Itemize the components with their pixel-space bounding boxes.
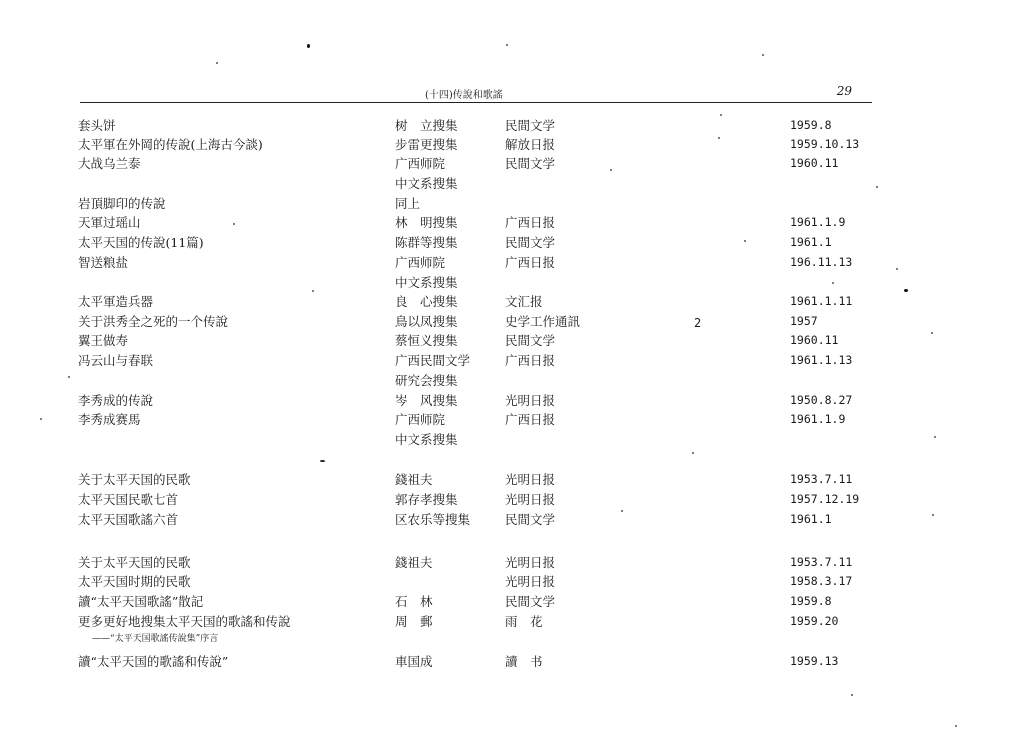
entry-source: 民間文学 [505, 156, 556, 171]
entry-author: 岑 风搜集 [395, 393, 458, 408]
entry-author: 中文系搜集 [395, 432, 458, 447]
entry-author: 郭存孝搜集 [395, 492, 458, 507]
entry-source: 光明日报 [505, 574, 556, 589]
entry-author: 广西师院 [395, 412, 446, 427]
scan-speck [851, 694, 853, 696]
scan-speck [720, 114, 722, 116]
entry-source: 民間文学 [505, 333, 556, 348]
entry-row [0, 490, 1024, 509]
entry-date: 1957 [790, 314, 818, 328]
scan-speck [610, 169, 612, 171]
entry-author: 陈群等搜集 [395, 235, 458, 250]
entry-author: 良 心搜集 [395, 294, 458, 309]
entry-source: 光明日报 [505, 393, 556, 408]
entry-row [0, 592, 1024, 611]
entry-date: 1958.3.17 [790, 574, 853, 588]
header-rule [80, 102, 872, 103]
entry-date: 1950.8.27 [790, 393, 853, 407]
scan-speck [762, 54, 764, 56]
entry-row [0, 430, 1024, 449]
scan-speck [896, 268, 898, 270]
entry-title: 太平天国民歌七首 [78, 492, 179, 507]
entry-author: 广西民間文学 [395, 353, 471, 368]
entry-row [0, 470, 1024, 489]
entry-author: 树 立搜集 [395, 118, 458, 133]
entry-source: 雨 花 [505, 614, 543, 629]
entry-author: 同上 [395, 196, 421, 211]
entry-row [0, 652, 1024, 671]
entry-row [0, 253, 1024, 272]
entry-title: 太平天国的传說(11篇) [78, 235, 204, 250]
entry-source: 解放日报 [505, 137, 556, 152]
scan-speck [904, 289, 908, 292]
entry-title: 太平軍造兵器 [78, 294, 154, 309]
section-title: (十四)传說和歌謠 [425, 90, 503, 101]
entry-row [0, 572, 1024, 591]
entry-source: 文汇报 [505, 294, 543, 309]
entry-author: 錢祖夫 [395, 472, 433, 487]
entry-date: 1959.8 [790, 594, 832, 608]
entry-title: 讀“太平天国歌謠”散記 [78, 594, 204, 609]
entry-author: 蔡恒义搜集 [395, 333, 458, 348]
entry-source: 民間文学 [505, 235, 556, 250]
entry-title: 关于太平天国的民歌 [78, 555, 191, 570]
entry-row [0, 154, 1024, 173]
entry-date: 196.11.13 [790, 255, 853, 269]
entry-author: 車国成 [395, 654, 433, 669]
page-number: 29 [836, 84, 852, 98]
entry-date: 1957.12.19 [790, 492, 860, 506]
scan-speck [621, 510, 623, 512]
entry-row [0, 312, 1024, 331]
entry-date: 1960.11 [790, 333, 839, 347]
scan-speck [506, 44, 508, 46]
entry-title: 太平天国歌謠六首 [78, 512, 179, 527]
entry-row [0, 135, 1024, 154]
entry-date: 1961.1.9 [790, 215, 846, 229]
entry-date: 1953.7.11 [790, 555, 853, 569]
entry-row [0, 174, 1024, 193]
entry-date: 1959.13 [790, 654, 839, 668]
scan-speck [832, 282, 834, 284]
entry-date: 1961.1.11 [790, 294, 853, 308]
entry-row [0, 553, 1024, 572]
entry-title: 更多更好地搜集太平天国的歌謠和传說 [78, 614, 291, 629]
entry-row [0, 233, 1024, 252]
entry-title: 太平軍在外岡的传說(上海古今談) [78, 137, 263, 152]
entry-source: 民間文学 [505, 594, 556, 609]
entry-author: 中文系搜集 [395, 176, 458, 191]
entry-date: 1960.11 [790, 156, 839, 170]
entry-row [0, 331, 1024, 350]
entry-author: 广西师院 [395, 156, 446, 171]
entry-source: 光明日报 [505, 492, 556, 507]
entry-date: 1961.1.9 [790, 412, 846, 426]
entry-title: 天軍过瑶山 [78, 215, 141, 230]
entry-author: 区农乐等搜集 [395, 512, 471, 527]
entry-row [0, 612, 1024, 631]
entry-date: 1961.1 [790, 235, 832, 249]
entry-row [0, 510, 1024, 529]
entry-author: 中文系搜集 [395, 275, 458, 290]
entry-title: 冯云山与春联 [78, 353, 154, 368]
scan-speck [876, 186, 878, 188]
entry-row [0, 273, 1024, 292]
entry-title: 关于太平天国的民歌 [78, 472, 191, 487]
entry-row [0, 410, 1024, 429]
entry-title: 大战乌兰泰 [78, 156, 141, 171]
scan-speck [233, 223, 235, 225]
entry-title: 智送粮盐 [78, 255, 129, 270]
entry-author: 錢祖夫 [395, 555, 433, 570]
entry-row [0, 213, 1024, 232]
entry-author: 步雷更搜集 [395, 137, 458, 152]
page-header [80, 86, 872, 100]
entry-author: 研究会搜集 [395, 373, 458, 388]
scan-speck [312, 290, 314, 292]
entry-subtitle: ——“太平天国歌謠传說集”序言 [92, 634, 219, 644]
scan-speck [718, 137, 720, 139]
entry-title: 太平天国时期的民歌 [78, 574, 191, 589]
scan-speck [744, 240, 746, 242]
entry-row [0, 391, 1024, 410]
entry-source: 史学工作通訊 [505, 314, 581, 329]
entry-date: 1953.7.11 [790, 472, 853, 486]
entry-row [0, 371, 1024, 390]
entry-date: 1961.1 [790, 512, 832, 526]
entry-author: 鳥以凤搜集 [395, 314, 458, 329]
entry-title: 岩頂脚印的传說 [78, 196, 166, 211]
scan-speck [955, 725, 957, 727]
scan-speck [307, 44, 310, 48]
entry-title: 李秀成的传說 [78, 393, 154, 408]
scan-speck [68, 376, 70, 378]
scan-speck [216, 62, 218, 64]
entry-row [0, 351, 1024, 370]
entry-author: 周 郵 [395, 614, 433, 629]
entry-source: 民間文学 [505, 512, 556, 527]
entry-title: 翼王做寿 [78, 333, 129, 348]
entry-date: 1959.10.13 [790, 137, 860, 151]
scan-speck [934, 436, 936, 438]
entry-source: 广西日报 [505, 412, 556, 427]
entry-author: 石 林 [395, 594, 433, 609]
scan-speck [932, 514, 934, 516]
entry-author: 广西师院 [395, 255, 446, 270]
entry-source: 光明日报 [505, 472, 556, 487]
entry-source: 民間文学 [505, 118, 556, 133]
scan-speck [320, 460, 325, 462]
entry-date: 1959.8 [790, 118, 832, 132]
margin-note: 2 [694, 316, 702, 330]
entry-source: 讀 书 [505, 654, 543, 669]
scan-speck [40, 418, 42, 420]
entry-title: 讀“太平天国的歌謠和传說” [78, 654, 229, 669]
entry-source: 广西日报 [505, 353, 556, 368]
entry-row [0, 194, 1024, 213]
scan-speck [931, 332, 933, 334]
entry-source: 光明日报 [505, 555, 556, 570]
entry-subtitle-row [0, 630, 1024, 649]
scan-speck [692, 452, 694, 454]
entry-title: 套头饼 [78, 118, 116, 133]
entry-source: 广西日报 [505, 255, 556, 270]
entry-title: 李秀成赛馬 [78, 412, 141, 427]
entry-row [0, 292, 1024, 311]
entry-row [0, 116, 1024, 135]
entry-date: 1959.20 [790, 614, 839, 628]
entry-title: 关于洪秀全之死的一个传說 [78, 314, 229, 329]
entry-date: 1961.1.13 [790, 353, 853, 367]
entry-source: 广西日报 [505, 215, 556, 230]
entry-author: 林 明搜集 [395, 215, 458, 230]
